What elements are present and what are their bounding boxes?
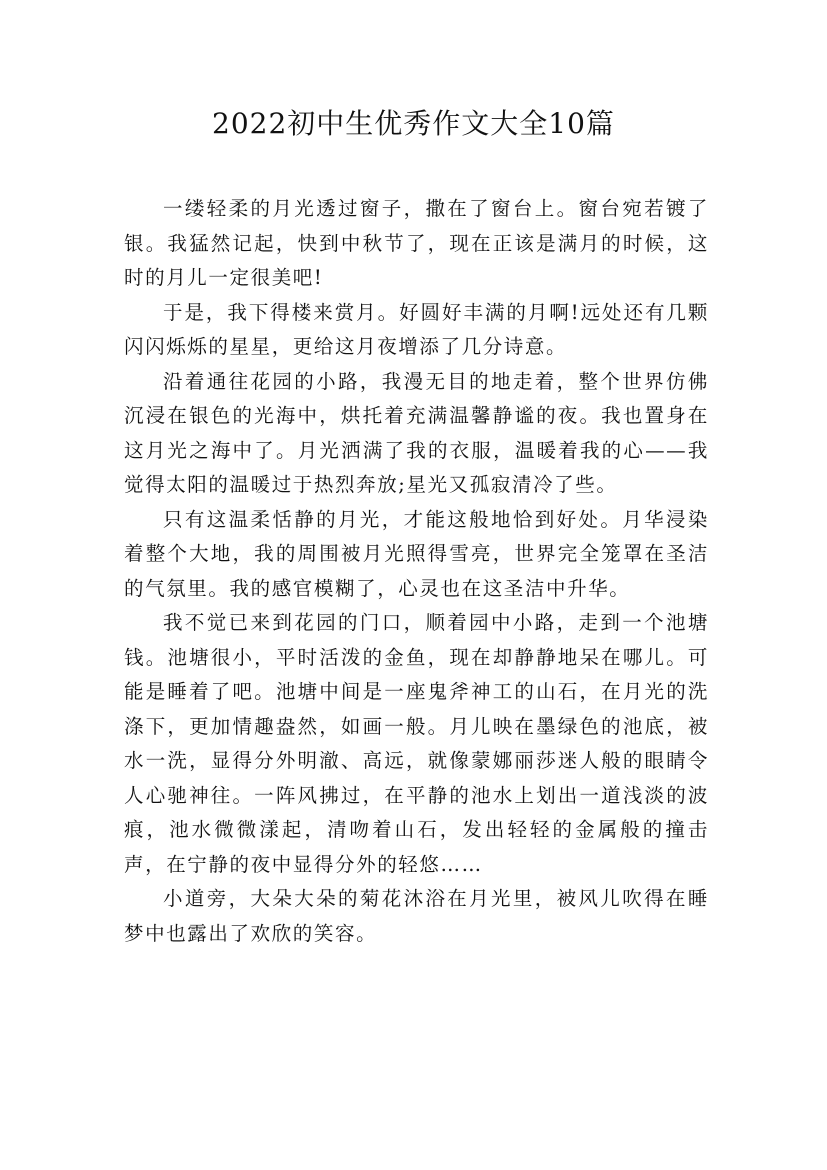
document-body — [124, 192, 709, 951]
document-title: 2022初中生优秀作文大全10篇 — [212, 107, 615, 140]
paragraph-6: 小道旁，大朵大朵的菊花沐浴在月光里，被风儿吹得在睡梦中也露出了欢欣的笑容。 — [124, 887, 709, 945]
paragraph-2: 于是，我下得楼来赏月。好圆好丰满的月啊!远处还有几颗闪闪烁烁的星星，更给这月夜增添了几分诗意。 — [124, 300, 709, 358]
paragraph-4: 只有这温柔恬静的月光，才能这般地恰到好处。月华浸染着整个大地，我的周围被月光照得雪亮，世界完全笼罩在圣洁的气氛里。我的感官模糊了，心灵也在这圣洁中升华。 — [124, 507, 709, 600]
paragraph-5: 我不觉已来到花园的门口，顺着园中小路，走到一个池塘钱。池塘很小，平时活泼的金鱼，现在却静静地呆在哪儿。可能是睡着了吧。池塘中间是一座鬼斧神工的山石，在月光的洗涤下，更加情趣盎然，如画一般。月儿映在墨绿色的池底，被水一洗，显得分外明澈、高远，就像蒙娜丽莎迷人般的眼睛令人心驰神往。一阵风拂过，在平静的池水上划出一道浅淡的波痕，池水微微漾起，清吻着山石，发出轻轻的金属般的撞击声，在宁静的夜中显得分外的轻悠…… — [124, 611, 709, 876]
paragraph-1: 一缕轻柔的月光透过窗子，撒在了窗台上。窗台宛若镀了银。我猛然记起，快到中秋节了，现在正该是满月的时候，这时的月儿一定很美吧! — [124, 197, 709, 289]
paragraph-3: 沿着通往花园的小路，我漫无目的地走着，整个世界仿佛沉浸在银色的光海中，烘托着充满温馨静谧的夜。我也置身在这月光之海中了。月光洒满了我的衣服，温暖着我的心——我觉得太阳的温暖过于热烈奔放;星光又孤寂清冷了些。 — [124, 369, 709, 496]
